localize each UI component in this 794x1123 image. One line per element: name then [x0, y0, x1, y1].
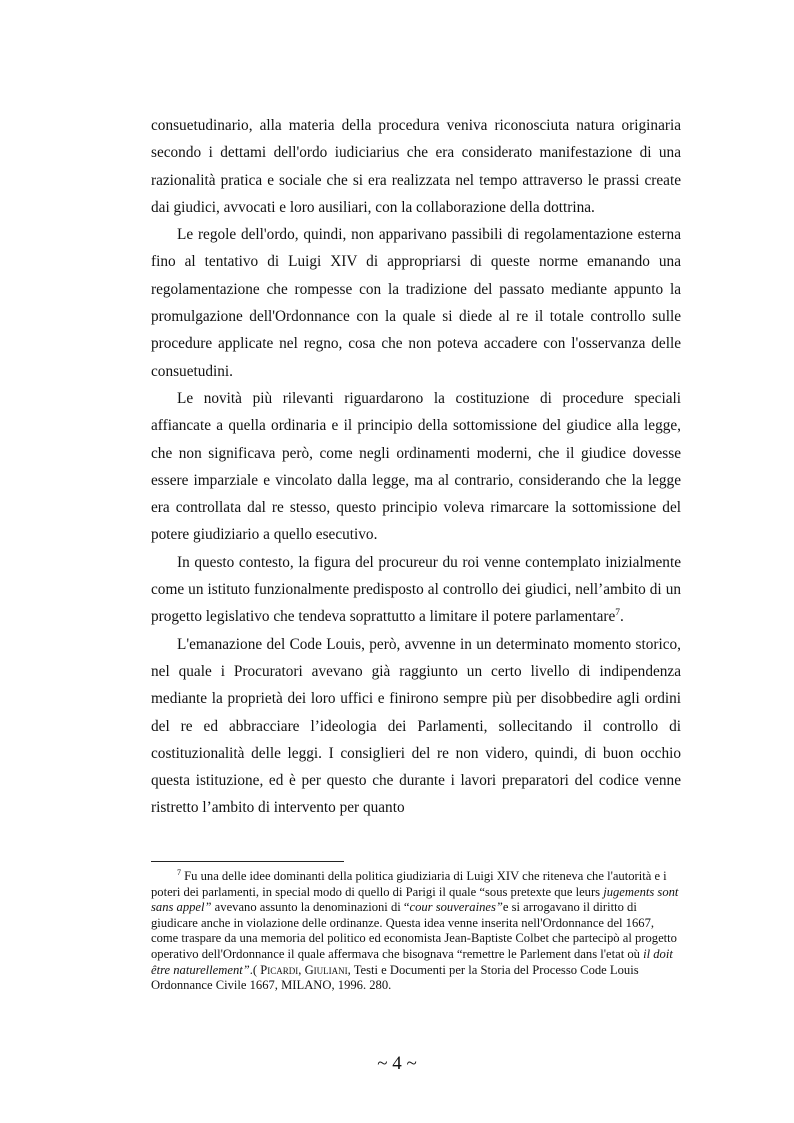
- paragraph-4-end: .: [620, 608, 624, 626]
- paragraph-4-text: In questo contesto, la figura del procureur du roi venne contemplato inizialmente come un istituto funzionalmente predisposto al controllo dei giudici, nell’ambito di un progetto legislativo che tendeva soprattutto a limitare il potere parlamentare: [151, 553, 681, 626]
- footnote-quote-3: il doit être naturellement”: [151, 946, 673, 977]
- footnote-author-2: Giuliani: [304, 962, 348, 977]
- footnote-text-3: e si arrogavano il diritto di giudicare anche in violazione delle ordinanze. Questa idea venne inserita nell'Ordonnance del 1667, come traspare da una memoria del politico ed economista Jean-Baptiste Colbet che partecipò al progetto operativo dell'Ordonnance il quale affermava che bisognava “remettre le Parlement dans l'etat où: [151, 900, 677, 961]
- footnote-quote-1: jugements sont sans appel”: [151, 884, 679, 915]
- footnote-text-2: avevano assunto la denominazioni di “: [211, 900, 410, 915]
- footnote-author-1: Picardi: [260, 962, 299, 977]
- paragraph-5: L'emanazione del Code Louis, però, avvenne in un determinato momento storico, nel quale i Procuratori avevano già raggiunto un certo livello di indipendenza mediante la proprietà dei loro uffici e finirono sempre più per disobbedire agli ordini del re ed abbracciare l’ideologia dei Parlamenti, sollecitando il controllo di costituzionalità delle leggi. I consiglieri del re non videro, quindi, di buon occhio questa istituzione, ed è per questo che durante i lavori preparatori del codice venne ristretto l’ambito di intervento per quanto: [151, 635, 681, 817]
- paragraph-1: consuetudinario, alla materia della procedura veniva riconosciuta natura originaria secondo i dettami dell'ordo iudiciarius che era considerato manifestazione di una razionalità pratica e sociale che si era realizzata nel tempo attraverso le prassi create dai giudici, avvocati e loro ausiliari, con la collaborazione della dottrina.: [151, 117, 681, 216]
- page-number: ~ 4 ~: [377, 1053, 417, 1074]
- main-text: [151, 112, 681, 822]
- footnote-quote-2: cour souveraines”: [409, 900, 503, 915]
- footnote-text-1: Fu una delle idee dominanti della politica giudiziaria di Luigi XIV che riteneva che l'autorità e i poteri dei parlamenti, in special modo di quello di Parigi il quale “sous pretexte que leurs: [151, 869, 667, 899]
- paragraph-3: Le novità più rilevanti riguardarono la costituzione di procedure speciali affiancate a quella ordinaria e il principio della sottomissione del giudice alla legge, che non significava però, come negli ordinamenti moderni, che il giudice dovesse essere imparziale e vincolato dalla legge, ma al contrario, considerando che la legge era controllata dal re stesso, questo principio voleva rimarcare la sottomissione del potere giudiziario a quello esecutivo.: [151, 389, 681, 544]
- footnote-text-4: .(: [249, 962, 261, 977]
- paragraph-4: [151, 549, 681, 631]
- footnote-separator-text: ,: [298, 962, 305, 977]
- footnote-separator: [151, 861, 344, 862]
- footnote-reference[interactable]: 7: [615, 608, 621, 619]
- paragraph-2: Le regole dell'ordo, quindi, non apparivano passibili di regolamentazione esterna fino al tentativo di Luigi XIV di appropriarsi di queste norme emanando una regolamentazione che rompesse con la tradizione del passato mediante appunto la promulgazione dell'Ordonnance con la quale si diede al re il totale controllo sulle procedure applicate nel regno, cosa che non poteva accadere con l'osservanza delle consuetudini.: [151, 226, 681, 380]
- footnote-7: [151, 869, 681, 994]
- footnote-text-5: , Testi e Documenti per la Storia del Processo Code Louis Ordonnance Civile 1667, MILANO, 1996. 280.: [151, 962, 639, 993]
- footnote-number: 7: [177, 868, 181, 877]
